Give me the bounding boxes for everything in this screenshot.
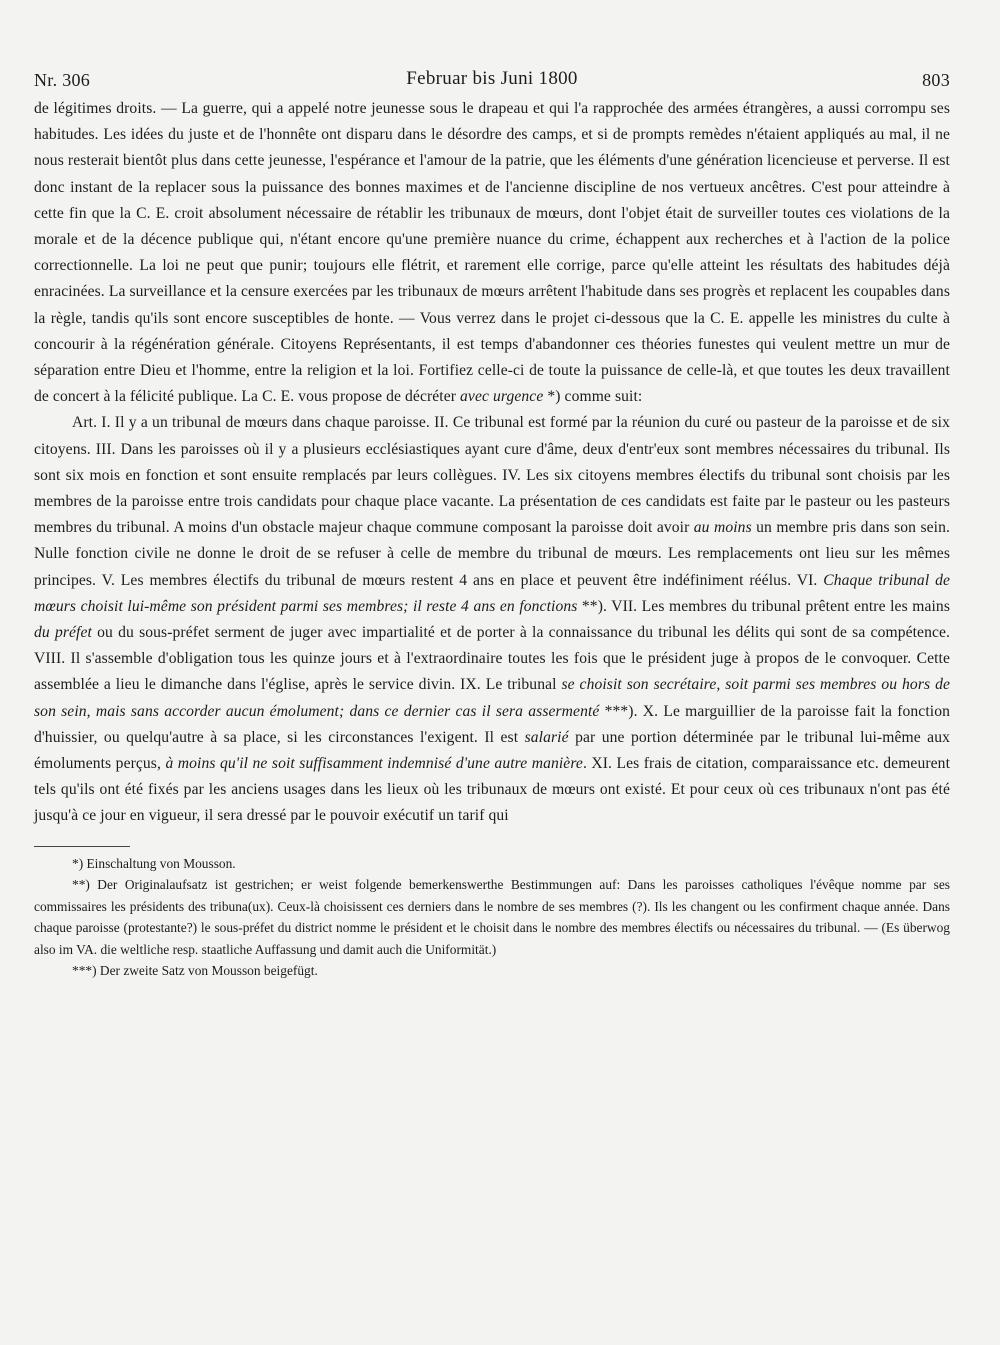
footnote-3: ***) Der zweite Satz von Mousson beigefügt. <box>72 963 318 979</box>
text-run: par une portion déterminée par le tribunal lui-même aux émoluments perçus, <box>34 728 950 773</box>
running-title: Februar bis Juni 1800 <box>406 68 578 89</box>
page-number: 803 <box>922 70 950 90</box>
footnote-1: *) Einschaltung von Mousson. <box>72 855 236 871</box>
document-page <box>34 60 950 982</box>
text-run: . XI. Les frais de citation, comparaissance etc. demeurent tels qu'ils ont été fixés par les anciens usages dans les lieux où les tribunaux de mœurs ont existé. Et pour ceux où ces tribunaux n'ont pas été jusqu'à ce jour en vigueur, il sera dressé par le pouvoir exécutif un tarif qui <box>34 755 950 825</box>
italic-run: au moins <box>693 519 752 537</box>
document-number: Nr. 306 <box>34 70 91 90</box>
footnote-divider <box>34 846 130 847</box>
italic-run: du préfet <box>34 624 92 642</box>
italic-run: Chaque tribunal de mœurs choisit lui-même son président parmi ses membres; il reste 4 ans en fonctions <box>34 571 951 615</box>
running-header <box>34 60 950 96</box>
text-run: ou du sous-préfet serment de juger avec impartialité et de porter à la connaissance du tribunal les délits qui sont de sa compétence. VIII. Il s'assemble d'obligation tous les quinze jours et à l'extraordinaire toutes les fois que le président juge à propos de le convoquer. Cette assemblée a lieu le dimanche dans l'église, après le service divin. IX. Le tribunal <box>34 624 951 694</box>
footnote-ref: ***) <box>599 702 634 720</box>
footnote-ref: *) <box>543 388 561 406</box>
text-run: . X. Le marguillier de la paroisse fait la fonction d'huissier, ou quelqu'autre à sa place, si les circonstances l'exigent. Il est <box>34 702 950 746</box>
text-run: de légitimes droits. — La guerre, qui a appelé notre jeunesse sous le drapeau et qui l'a rapprochée des armées étrangères, a aussi corrompu ses habitudes. Les idées du juste et de l'honnête ont disparu dans le désordre des camps, et si de prompts remèdes n'étaient appliqués au mal, il ne nous resterait bientôt plus dans cette jeunesse, l'espérance et l'amour de la patrie, que les éléments d'une génération licencieuse et perverse. Il est donc instant de la replacer sous la puissance des bonnes maximes et de l'ancienne discipline de nos vertueux ancêtres. C'est pour atteindre à cette fin que la C. E. croit absolument nécessaire de rétablir les tribunaux de mœurs, dont l'objet était de surveiller toutes ces violations de la morale et de la décence publique qui, n'étant encore qu'une première nuance du crime, échappent aux recherches et à l'action de la police correctionnelle. La loi ne peut que punir; toujours elle flétrit, et rarement elle corrige, parce qu'elle atteint les résultats des habitudes déjà enracinées. La surveillance et la censure exercées par les tribunaux de mœurs arrêtent l'habitude dans ses progrès et replacent les coupables dans la règle, tandis qu'ils sont encore susceptibles de honte. — Vous verrez dans le projet ci-dessous que la C. E. appelle les ministres du culte à concourir à la régénération générale. Citoyens Représentants, il est temps d'abandonner ces théories funestes qui veulent mettre un mur de séparation entre Dieu et l'homme, entre la religion et la loi. Fortifiez celle-ci de toute la puissance de celle-là, et que toutes les deux travaillent de concert à la félicité publique. La C. E. vous propose de décréter <box>34 100 950 406</box>
paragraph-introduction <box>34 96 950 410</box>
footnotes <box>34 853 950 982</box>
text-run: Art. I. Il y a un tribunal de mœurs dans chaque paroisse. II. Ce tribunal est formé par la réunion du curé ou pasteur de la paroisse et de six citoyens. III. Dans les paroisses où il y a plusieurs ecclésiastiques ayant cure d'âme, deux d'entr'eux sont membres nécessaires du tribunal. Ils sont six mois en fonction et sont ensuite remplacés par leurs collègues. IV. Les six citoyens membres électifs du tribunal sont choisis par les membres de la paroisse entre trois candidats pour chaque place vacante. La présentation de ces candidats est faite par le pasteur ou les pasteurs membres du tribunal. A moins d'un obstacle majeur chaque commune composant la paroisse doit avoir <box>34 414 950 537</box>
text-run: comme suit: <box>560 388 643 406</box>
italic-run: salarié <box>524 728 569 746</box>
italic-run: avec urgence <box>460 388 544 406</box>
text-run: un membre pris dans son sein. Nulle fonction civile ne donne le droit de se refuser à celle de membre du tribunal de mœurs. Les remplacements ont lieu sur les mêmes principes. V. Les membres électifs du tribunal de mœurs restent 4 ans en place et peuvent être indéfiniment réélus. VI. <box>34 519 950 589</box>
italic-run: se choisit son secrétaire, soit parmi ses membres ou hors de son sein, mais sans accorder aucun émolument; dans ce dernier cas il sera assermenté <box>34 676 950 720</box>
paragraph-articles <box>34 410 950 829</box>
body-text <box>34 96 950 830</box>
footnote-ref: **) <box>577 597 603 615</box>
footnote-2: **) Der Originalaufsatz ist gestrichen; er weist folgende bemerkenswerthe Bestimmungen auf: Dans les paroisses catholiques l'évêque nomme par ses commissaires les présidents des tribuna(ux). Ceux-là choisissent ces derniers dans le nombre de ses membres (?). Ils les changent ou les confirment chaque année. Dans chaque paroisse (protestante?) le sous-préfet du district nomme le président et le choisit dans le nombre des membres électifs ou nécessaires du tribunal. — (Es überwog also im VA. die weltliche resp. staatliche Auffassung und damit auch die Uniformität.) <box>34 877 950 957</box>
italic-run: à moins qu'il ne soit suffisamment indemnisé d'une autre manière <box>165 755 583 773</box>
text-run: . VII. Les membres du tribunal prêtent entre les mains <box>603 597 950 615</box>
